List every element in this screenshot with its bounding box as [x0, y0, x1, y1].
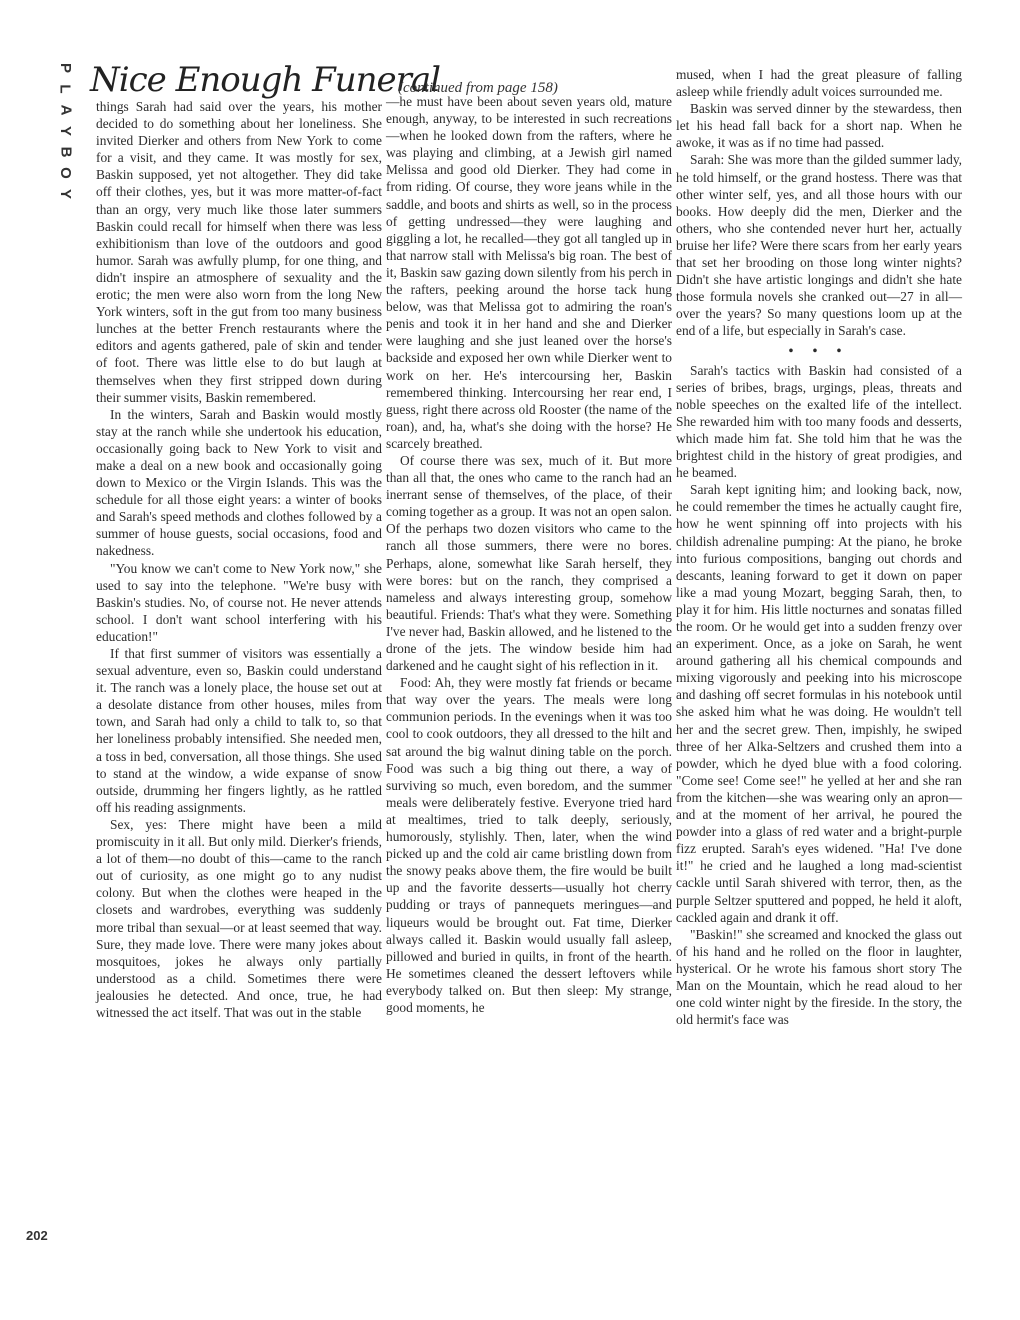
column-2 — [386, 93, 672, 1016]
paragraph: Food: Ah, they were mostly fat friends or became that way over the years. The meals were long communion periods. In the evenings when it was too cool to cook outdoors, they all dressed to the hilt and sat around the big walnut dining table on the porch. Food was such a big thing out there, a way of surviving so much, even boredom, and the summer meals were deliberately festive. Everyone tried hard at mealtimes, tried to talk deeply, seriously, humorously, stylishly. Then, later, when the wind picked up and the cold air came bristling down from the snowy peaks above them, the fire would be built up and the favorite desserts—usually hot cherry pudding or trays of pannequets meringues—and liqueurs would be brought out. Fat time, Dierker always called it. Baskin would usually fall asleep, pillowed and buried in quilts, in front of the hearth. He sometimes cleaned the dessert leftovers while everybody talked on. But then sleep: My strange, good moments, he — [386, 675, 672, 1015]
paragraph: Sarah's tactics with Baskin had consisted of a series of bribes, brags, urgings, pleas, threats and noble speeches on the exalted life of the intellect. She rewarded him with too many foods and desserts, which made him fat. She told him that he was the brightest child in the history of great prodigies, and he beamed. — [676, 362, 962, 481]
section-break: • • • — [788, 342, 850, 358]
paragraph: —he must have been about seven years old, mature enough, anyway, to be interested in such recreations—when he looked down from the rafters, where he was playing and climbing, at a Jewish girl named Melissa and good old Dierker. They had come in from riding. Of course, they wore jeans while in the saddle, and boots and shirts as well, so in the process of getting undressed—they were laughing and giggling a lot, he recalled—they got all tangled up in that narrow stall with Melissa's big roan. The best of it, Baskin saw gazing down silently from his perch in the rafters, peeking around the horse tack hung below, was that Melissa got to admiring the roan's penis and took it in her hand and she and Dierker were laughing and she just leaned over the horse's backside and exposed her own while Dierker went to work on her. He's intercoursing her, Baskin remembered thinking. Intercoursing her rear end, I guess, right there across old Rooster (the name of the roan), and, ha, what's she doing with the horse? He scarcely breathed. — [386, 94, 672, 451]
paragraph: Sarah: She was more than the gilded summer lady, he told himself, or the grand hostess. There was that other winter self, yes, and all those hours with our books. How deeply did the men, Dierker and the others, who she contended never hurt her, actually bruise her life? Were there scars from her early years that set her brooding on those long winter nights? Didn't she have artistic longings and didn't she hate those formula novels she cranked out—27 in all—over the years? So many questions loom up at the end of a life, but especially in Sarah's case. — [676, 152, 962, 339]
story-title: Nice Enough Funeral — [90, 60, 441, 100]
paragraph: Sex, yes: There might have been a mild promiscuity in it all. But only mild. Dierker's friends, a lot of them—no doubt of this—came to the ranch out of curiosity, as one might go to any nudist colony. But when the clothes were heaped in the closets and wardrobes, everything was suddenly more tribal than sexual—or at least seemed that way. Sure, they made love. There were many jokes about mosquitoes, jokes he always only partially understood as a child. Sometimes there were jealousies he detected. And once, true, he had witnessed the act itself. That was out in the stable — [96, 816, 382, 1020]
paragraph: "You know we can't come to New York now," she used to say into the telephone. "We're busy with Baskin's studies. No, of course not. He never attends school. I don't want school interfering with his education!" — [96, 560, 382, 644]
paragraph: Baskin was served dinner by the stewardess, then let his head fall back for a short nap. When he awoke, it was as if no time had passed. — [676, 101, 962, 151]
continued-note: (continued from page 158) — [398, 80, 558, 96]
masthead-letter: O — [56, 167, 74, 179]
masthead-letter: B — [57, 146, 74, 158]
paragraph: Of course there was sex, much of it. But more than all that, the ones who came to the ranch had an inerrant sense of themselves, of the place, of their coming together as a group. It was not an open salon. Of the perhaps two dozen visitors who came to the ranch all those summers, there were no bores. Perhaps, alone, somewhat like Sarah herself, they were bores: but on the ranch, they comprised a nameless and always interesting group, somehow beautiful. Friends: That's what they were. Something I've never had, Baskin allowed, and he listened to the drone of the jets. The window beside him had darkened and he caught sight of his reflection in it. — [386, 452, 672, 674]
page-number: 202 — [26, 1228, 48, 1243]
paragraph: In the winters, Sarah and Baskin would mostly stay at the ranch while she undertook his education, occasionally going back to New York to visit and make a deal on a new book and occasionally going down to Mexico or the Virgin Islands. This was the schedule for all those eight years: a winter of books and Sarah's speed methods and clothes followed by a summer of house guests, social occasions, food and nakedness. — [96, 406, 382, 559]
column-3 — [676, 66, 962, 1028]
paragraph: If that first summer of visitors was essentially a sexual adventure, even so, Baskin could understand it. The ranch was a lonely place, the house set out at a desolate distance from other houses, miles from town, and Sarah had only a child to talk to, so that her loneliness probably intensified. She needed men, a toss in bed, conversation, all those things. She used to stand at the window, a wide expanse of snow outside, drumming her fingers lightly, as he rattled off his reading assignments. — [96, 646, 382, 815]
column-1 — [96, 98, 382, 1021]
masthead-letter: A — [57, 104, 74, 116]
masthead-letter: P — [56, 62, 74, 74]
masthead-letter: Y — [56, 125, 74, 137]
paragraph: mused, when I had the great pleasure of falling asleep while friendly adult voices surrounded me. — [676, 67, 962, 100]
paragraph: Sarah kept igniting him; and looking back, now, he could remember the times he actually caught fire, how he went spinning off into projects with his childish adrenaline pumping: At the piano, he broke into furious compositions, banging out chords and descants, leaning forward to get it down on paper like a mad young Mozart, begging Sarah, then, to play it for him. His little nocturnes and sonatas filled the room. Or he would get into a sudden frenzy over an experiment. Once, as a joke on Sarah, he went around gathering all his chemical compounds and mixing vigorously and peeking into his microscope and dashing off secret formulas in his notebook until she asked him what he was doing. He wouldn't tell her and the secret grew. Then, impishly, he swiped three of her Alka-Seltzers and crushed them into a powder, which he dyed blue with a food coloring. "Come see! Come see!" he yelled at her and she ran from the kitchen—she was wearing only an apron—and at the moment of her arrival, he poured the powder into a glass of red water and a bright-purple fizz erupted. Sarah's eyes widened. "Ha! I've done it!" he cried and he laughed a long mad-scientist cackle until Sarah shivered with terror, then, as the purple Seltzer sputtered and popped, he held it aloft, cackled again and drank it off. — [676, 482, 962, 925]
masthead-letter: L — [56, 84, 74, 94]
masthead-letter: Y — [56, 188, 74, 200]
paragraph: things Sarah had said over the years, his mother decided to do something about her loneliness. She invited Dierker and others from New York to come for a visit, and they came. It was mostly for sex, Baskin supposed, yet not altogether. They did take off their clothes, yes, but it was more matter-of-fact than an orgy, very much like those later summers Baskin could recall for himself when there was less exhibitionism than love of the outdoors and good humor. Sarah was awfully plump, for one thing, and didn't inspire an atmosphere of sexuality and the erotic; the men were also worn from the long New York winters, soft in the gut from too many business lunches at the better French restaurants where the editors and agents gathered, pale of skin and tender of foot. There was little else to do but laugh at themselves when they first stripped down during their summer visits, Baskin remembered. — [96, 99, 382, 405]
masthead-playboy — [54, 62, 76, 200]
paragraph: "Baskin!" she screamed and knocked the glass out of his hand and he rolled on the floor in laughter, hysterical. Or he wrote his famous short story The Man on the Mountain, which he read aloud to her one cold winter night by the fireside. In the story, the old hermit's face was — [676, 926, 962, 1028]
